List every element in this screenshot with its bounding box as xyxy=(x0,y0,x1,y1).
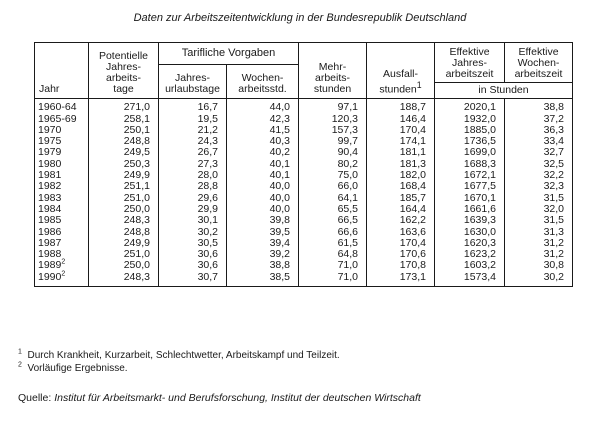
cell-value: 97,1 xyxy=(299,99,367,114)
cell-value: 64,8 xyxy=(299,249,367,260)
cell-value: 2020,1 xyxy=(435,99,505,114)
cell-jahr-text: 1982 xyxy=(38,180,62,193)
cell-jahr xyxy=(35,158,89,169)
cell-value: 24,3 xyxy=(159,136,227,147)
cell-jahr-text: 1986 xyxy=(38,225,62,238)
header-eff-wochen-l3: arbeitszeit xyxy=(514,68,563,80)
cell-value: 1603,2 xyxy=(435,260,505,271)
cell-value: 1688,3 xyxy=(435,158,505,169)
header-ausfall-l1: Ausfall- xyxy=(382,67,418,80)
cell-value: 66,5 xyxy=(299,215,367,226)
cell-value: 16,7 xyxy=(159,99,227,114)
header-in-stunden: in Stunden xyxy=(435,83,573,99)
cell-value: 1620,3 xyxy=(435,238,505,249)
cell-value: 30,2 xyxy=(159,226,227,237)
table-row xyxy=(35,181,573,192)
cell-value: 33,4 xyxy=(505,136,573,147)
cell-value: 1932,0 xyxy=(435,113,505,124)
cell-value: 1699,0 xyxy=(435,147,505,158)
cell-value: 75,0 xyxy=(299,170,367,181)
source-line xyxy=(18,392,421,404)
cell-jahr-text: 1975 xyxy=(38,135,62,148)
cell-value: 170,6 xyxy=(367,249,435,260)
header-wochenarbeit-l1: Wochen- xyxy=(241,72,284,84)
cell-value: 170,8 xyxy=(367,260,435,271)
cell-value: 38,5 xyxy=(227,271,299,286)
cell-jahr xyxy=(35,238,89,249)
cell-value: 26,7 xyxy=(159,147,227,158)
cell-jahr xyxy=(35,192,89,203)
cell-value: 1672,1 xyxy=(435,170,505,181)
source-text: Institut für Arbeitsmarkt- und Berufsforschung, Institut der deutschen Wirtschaft xyxy=(54,392,421,404)
cell-value: 66,0 xyxy=(299,181,367,192)
cell-value: 248,8 xyxy=(89,136,159,147)
cell-value: 248,3 xyxy=(89,271,159,286)
cell-jahr xyxy=(35,125,89,136)
cell-value: 30,7 xyxy=(159,271,227,286)
cell-value: 65,5 xyxy=(299,204,367,215)
header-eff-jahres-l1: Effektive xyxy=(449,46,490,58)
header-jahresurlaub xyxy=(159,65,227,99)
cell-value: 168,4 xyxy=(367,181,435,192)
arbeitszeit-table xyxy=(34,42,573,287)
table-row xyxy=(35,226,573,237)
cell-jahr xyxy=(35,136,89,147)
cell-value: 30,2 xyxy=(505,271,573,286)
cell-value: 31,2 xyxy=(505,238,573,249)
cell-jahr xyxy=(35,170,89,181)
cell-jahr xyxy=(35,215,89,226)
cell-value: 40,0 xyxy=(227,192,299,203)
cell-value: 71,0 xyxy=(299,260,367,271)
cell-jahr-text: 1983 xyxy=(38,191,62,204)
cell-value: 249,5 xyxy=(89,147,159,158)
header-mehrarbeit xyxy=(299,43,367,99)
cell-value: 39,4 xyxy=(227,238,299,249)
cell-value: 182,0 xyxy=(367,170,435,181)
cell-value: 173,1 xyxy=(367,271,435,286)
cell-value: 120,3 xyxy=(299,113,367,124)
cell-value: 251,0 xyxy=(89,249,159,260)
footnote-1-mark: 1 xyxy=(18,348,22,356)
cell-value: 37,2 xyxy=(505,113,573,124)
cell-value: 29,9 xyxy=(159,204,227,215)
cell-value: 80,2 xyxy=(299,158,367,169)
table-row xyxy=(35,158,573,169)
cell-value: 249,9 xyxy=(89,170,159,181)
cell-value: 40,0 xyxy=(227,204,299,215)
cell-jahr xyxy=(35,271,89,286)
cell-value: 170,4 xyxy=(367,125,435,136)
cell-value: 64,1 xyxy=(299,192,367,203)
cell-jahr-footnote-mark: 2 xyxy=(61,258,66,266)
cell-value: 271,0 xyxy=(89,99,159,114)
cell-value: 40,1 xyxy=(227,170,299,181)
cell-value: 32,3 xyxy=(505,181,573,192)
header-jahr: Jahr xyxy=(35,43,89,99)
table-caption: Daten zur Arbeitszeitentwicklung in der Bundesrepublik Deutschland xyxy=(133,12,467,24)
cell-value: 39,2 xyxy=(227,249,299,260)
cell-value: 248,3 xyxy=(89,215,159,226)
cell-value: 40,0 xyxy=(227,181,299,192)
cell-value: 249,9 xyxy=(89,238,159,249)
cell-jahr-text: 1965-69 xyxy=(38,112,77,125)
cell-value: 181,3 xyxy=(367,158,435,169)
header-wochenarbeit xyxy=(227,65,299,99)
cell-value: 1639,3 xyxy=(435,215,505,226)
cell-value: 251,0 xyxy=(89,192,159,203)
table-row xyxy=(35,170,573,181)
cell-value: 36,3 xyxy=(505,125,573,136)
footnote-1 xyxy=(18,350,340,361)
header-eff-jahres-l3: arbeitszeit xyxy=(445,68,494,80)
table-row xyxy=(35,271,573,286)
cell-value: 163,6 xyxy=(367,226,435,237)
header-eff-wochen-l1: Effektive xyxy=(518,46,559,58)
cell-value: 170,4 xyxy=(367,238,435,249)
table-row xyxy=(35,136,573,147)
cell-jahr-text: 1984 xyxy=(38,202,62,215)
cell-value: 250,3 xyxy=(89,158,159,169)
header-eff-jahres xyxy=(435,43,505,83)
cell-value: 38,8 xyxy=(227,260,299,271)
cell-value: 164,4 xyxy=(367,204,435,215)
cell-value: 66,6 xyxy=(299,226,367,237)
cell-value: 258,1 xyxy=(89,113,159,124)
cell-value: 251,1 xyxy=(89,181,159,192)
header-potentielle-l3: arbeits- xyxy=(105,72,141,84)
header-potentielle-l4: tage xyxy=(113,83,134,95)
header-wochenarbeit-l2: arbeitsstd. xyxy=(238,83,287,95)
cell-value: 31,3 xyxy=(505,226,573,237)
table-row xyxy=(35,147,573,158)
cell-value: 174,1 xyxy=(367,136,435,147)
cell-value: 38,8 xyxy=(505,99,573,114)
table-row xyxy=(35,260,573,271)
cell-value: 31,5 xyxy=(505,215,573,226)
header-potentielle-l2: Jahres- xyxy=(105,61,141,73)
cell-value: 40,2 xyxy=(227,147,299,158)
footnote-2-text: Vorläufige Ergebnisse. xyxy=(27,363,128,374)
header-tarifliche-vorgaben: Tarifliche Vorgaben xyxy=(159,43,299,65)
cell-value: 157,3 xyxy=(299,125,367,136)
header-eff-jahres-l2: Jahres- xyxy=(451,57,487,69)
header-ausfall-l2: stunden xyxy=(379,83,417,95)
header-eff-wochen xyxy=(505,43,573,83)
cell-jahr-text: 1960-64 xyxy=(38,101,77,114)
cell-value: 42,3 xyxy=(227,113,299,124)
footnote-2 xyxy=(18,363,128,374)
header-ausfall-footnote-mark: 1 xyxy=(416,79,422,90)
cell-value: 1661,6 xyxy=(435,204,505,215)
cell-value: 250,0 xyxy=(89,204,159,215)
header-eff-wochen-l2: Wochen- xyxy=(517,57,560,69)
source-prefix: Quelle: xyxy=(18,392,55,404)
cell-value: 39,8 xyxy=(227,215,299,226)
cell-value: 1573,4 xyxy=(435,271,505,286)
cell-value: 39,5 xyxy=(227,226,299,237)
cell-value: 40,3 xyxy=(227,136,299,147)
cell-jahr xyxy=(35,226,89,237)
header-mehrarbeit-l3: stunden xyxy=(313,83,352,95)
cell-jahr-text: 1987 xyxy=(38,236,62,249)
header-mehrarbeit-l2: arbeits- xyxy=(314,72,350,84)
table-row xyxy=(35,99,573,114)
cell-value: 248,8 xyxy=(89,226,159,237)
cell-value: 29,6 xyxy=(159,192,227,203)
table-row xyxy=(35,125,573,136)
cell-value: 1677,5 xyxy=(435,181,505,192)
cell-value: 1670,1 xyxy=(435,192,505,203)
cell-value: 181,1 xyxy=(367,147,435,158)
cell-value: 146,4 xyxy=(367,113,435,124)
cell-value: 30,8 xyxy=(505,260,573,271)
cell-value: 44,0 xyxy=(227,99,299,114)
cell-value: 32,5 xyxy=(505,158,573,169)
cell-value: 250,0 xyxy=(89,260,159,271)
cell-jahr-footnote-mark: 2 xyxy=(61,270,66,278)
cell-value: 188,7 xyxy=(367,99,435,114)
cell-value: 21,2 xyxy=(159,125,227,136)
cell-value: 1630,0 xyxy=(435,226,505,237)
header-jahresurlaub-l1: Jahres- xyxy=(174,72,210,84)
cell-value: 30,5 xyxy=(159,238,227,249)
cell-value: 1736,5 xyxy=(435,136,505,147)
header-mehrarbeit-l1: Mehr- xyxy=(318,61,347,73)
cell-value: 1623,2 xyxy=(435,249,505,260)
cell-value: 1885,0 xyxy=(435,125,505,136)
cell-value: 40,1 xyxy=(227,158,299,169)
cell-value: 41,5 xyxy=(227,125,299,136)
header-potentielle-l1: Potentielle xyxy=(98,50,149,62)
cell-value: 28,0 xyxy=(159,170,227,181)
table-row xyxy=(35,215,573,226)
cell-jahr xyxy=(35,113,89,124)
cell-value: 30,6 xyxy=(159,249,227,260)
cell-value: 30,6 xyxy=(159,260,227,271)
cell-jahr-text: 1990 xyxy=(38,270,62,283)
cell-jahr-text: 1970 xyxy=(38,123,62,136)
header-ausfall xyxy=(367,43,435,99)
cell-jahr xyxy=(35,147,89,158)
table-row xyxy=(35,192,573,203)
cell-value: 250,1 xyxy=(89,125,159,136)
footnote-1-text: Durch Krankheit, Kurzarbeit, Schlechtwetter, Arbeitskampf und Teilzeit. xyxy=(27,350,340,361)
cell-value: 185,7 xyxy=(367,192,435,203)
cell-value: 27,3 xyxy=(159,158,227,169)
cell-jahr-text: 1981 xyxy=(38,169,62,182)
cell-jahr xyxy=(35,204,89,215)
cell-value: 99,7 xyxy=(299,136,367,147)
cell-value: 28,8 xyxy=(159,181,227,192)
cell-jahr-text: 1989 xyxy=(38,259,62,272)
table-row xyxy=(35,249,573,260)
cell-jahr xyxy=(35,99,89,114)
cell-value: 32,2 xyxy=(505,170,573,181)
cell-value: 19,5 xyxy=(159,113,227,124)
header-potentielle xyxy=(89,43,159,99)
header-jahresurlaub-l2: urlaubstage xyxy=(165,83,220,95)
cell-value: 71,0 xyxy=(299,271,367,286)
cell-jahr-text: 1980 xyxy=(38,157,62,170)
table-body xyxy=(35,99,573,287)
cell-value: 30,1 xyxy=(159,215,227,226)
cell-value: 31,5 xyxy=(505,192,573,203)
footnote-2-mark: 2 xyxy=(18,361,22,369)
cell-value: 31,2 xyxy=(505,249,573,260)
table-row xyxy=(35,204,573,215)
cell-jahr xyxy=(35,181,89,192)
table-row xyxy=(35,238,573,249)
cell-jahr-text: 1979 xyxy=(38,146,62,159)
table-row xyxy=(35,113,573,124)
cell-value: 32,0 xyxy=(505,204,573,215)
cell-value: 32,7 xyxy=(505,147,573,158)
cell-value: 90,4 xyxy=(299,147,367,158)
cell-value: 162,2 xyxy=(367,215,435,226)
cell-jahr-text: 1985 xyxy=(38,214,62,227)
cell-value: 61,5 xyxy=(299,238,367,249)
cell-jahr-text: 1988 xyxy=(38,248,62,261)
